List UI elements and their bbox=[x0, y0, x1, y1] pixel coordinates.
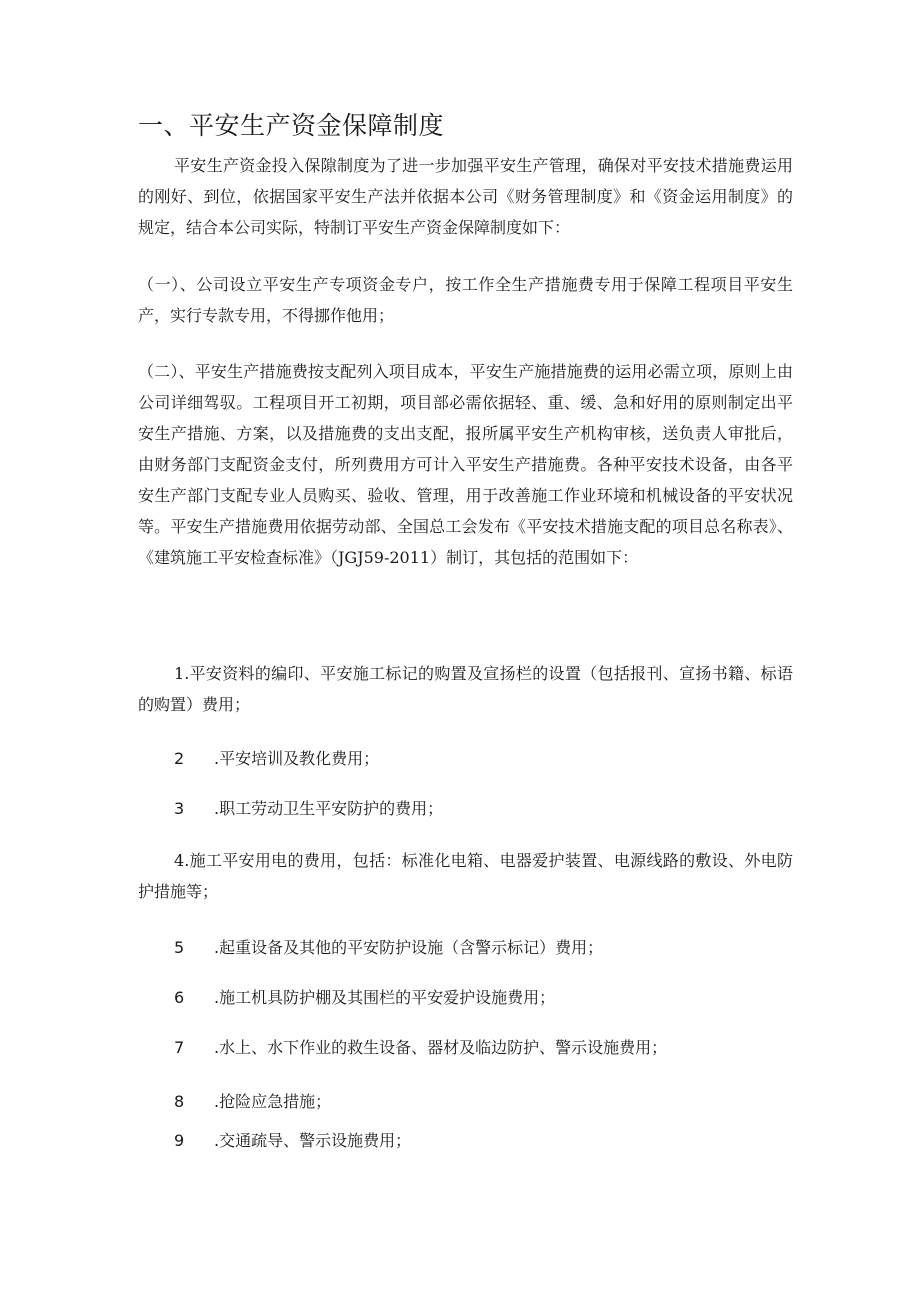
list-item bbox=[138, 1086, 793, 1117]
item-number: 5 bbox=[174, 938, 185, 957]
item-text: .施工平安用电的费用，包括：标准化电箱、电器爱护装置、电源线路的敷设、外电防护措施等； bbox=[138, 851, 793, 901]
item-text: .交通疏导、警示设施费用； bbox=[214, 1131, 412, 1150]
clause-2-paragraph: （二）、平安生产措施费按支配列入项目成本，平安生产施措施费的运用必需立项，原则上由公司详细驾驭。工程项目开工初期，项目部必需依据轻、重、缓、急和好用的原则制定出平安生产措施、方案，以及措施费的支出支配，报所属平安生产机构审核，送负责人审批后，由财务部门支配资金支付，所列费用方可计入平安生产措施费。各种平安技术设备，由各平安生产部门支配专业人员购买、验收、管理，用于改善施工作业环境和机械设备的平安状况等。平安生产措施费用依据劳动部、全国总工会发布《平安技术措施支配的项目总名称表》、《建筑施工平安检查标准》（JGJ59-2011）制订，其包括的范围如下： bbox=[138, 362, 793, 567]
list-item bbox=[138, 845, 793, 907]
list-item bbox=[138, 982, 793, 1013]
list-item bbox=[138, 743, 793, 774]
list-item bbox=[138, 793, 793, 824]
item-number: 7 bbox=[174, 1038, 185, 1057]
intro-paragraph: 平安生产资金投入保隙制度为了进一步加强平安生产管理，确保对平安技术措施费运用的刚好、到位，依据国家平安生产法并依据本公司《财务管理制度》和《资金运用制度》的规定，结合本公司实际，特制订平安生产资金保障制度如下： bbox=[138, 156, 793, 237]
item-text: .施工机具防护棚及其围栏的平安爱护设施费用； bbox=[214, 988, 556, 1007]
item-number: 4 bbox=[174, 851, 185, 870]
item-text: .起重设备及其他的平安防护设施（含警示标记）费用； bbox=[214, 938, 604, 957]
clause-1-paragraph: （一）、公司设立平安生产专项资金专户，按工作全生产措施费专用于保障工程项目平安生产，实行专款专用，不得挪作他用； bbox=[138, 275, 793, 325]
item-number: 3 bbox=[174, 799, 185, 818]
item-text: .平安资料的编印、平安施工标记的购置及宣扬栏的设置（包括报刊、宣扬书籍、标语的购置）费用； bbox=[138, 664, 793, 714]
item-number: 8 bbox=[174, 1092, 185, 1111]
item-number: 6 bbox=[174, 988, 185, 1007]
item-number: 1 bbox=[174, 664, 185, 683]
item-text: .水上、水下作业的救生设备、器材及临边防护、警示设施费用； bbox=[214, 1038, 668, 1057]
item-number: 2 bbox=[174, 749, 185, 768]
item-text: .职工劳动卫生平安防护的费用； bbox=[214, 799, 444, 818]
list-item bbox=[138, 1125, 793, 1156]
list-item bbox=[138, 1032, 793, 1063]
list-item bbox=[138, 658, 793, 720]
item-text: .平安培训及教化费用； bbox=[214, 749, 380, 768]
item-text: .抢险应急措施； bbox=[214, 1092, 332, 1111]
section-title: 一、平安生产资金保障制度 bbox=[138, 111, 445, 140]
item-number: 9 bbox=[174, 1131, 185, 1150]
list-item bbox=[138, 932, 793, 963]
